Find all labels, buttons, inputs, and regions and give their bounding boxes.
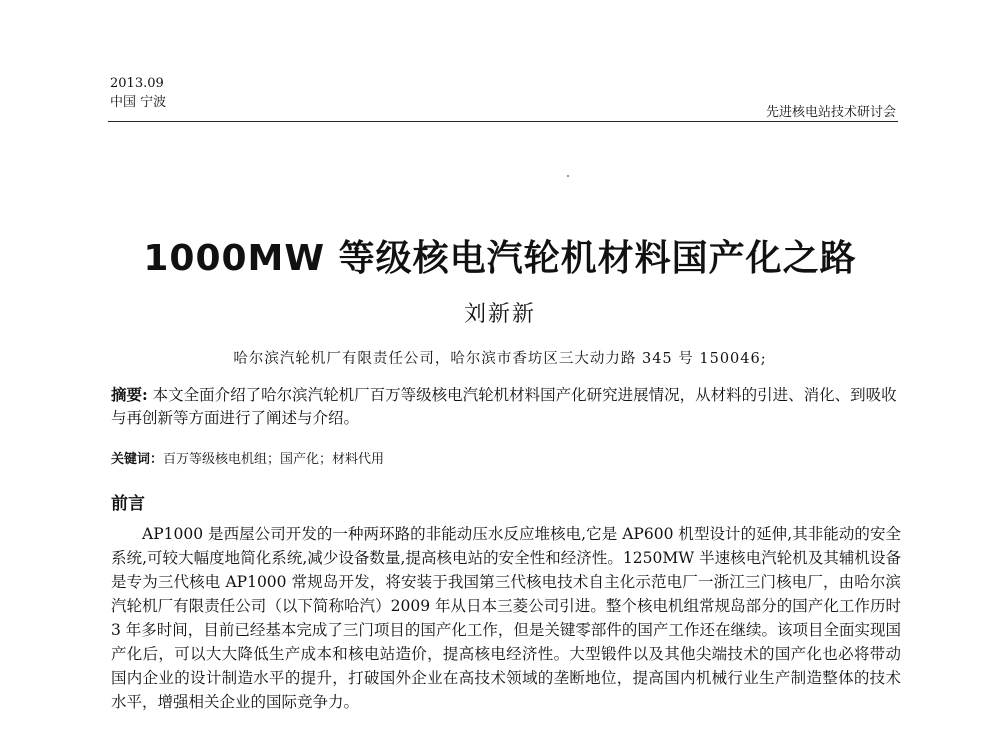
scan-speck — [567, 175, 569, 177]
keywords-text: 百万等级核电机组；国产化；材料代用 — [163, 452, 385, 467]
keywords-label: 关键词： — [111, 452, 164, 467]
keywords — [111, 448, 384, 467]
header-location: 中国 宁波 — [110, 95, 167, 110]
paper-title: 1000MW 等级核电汽轮机材料国产化之路 — [143, 238, 857, 279]
body-paragraph: AP1000 是西屋公司开发的一种两环路的非能动压水反应堆核电,它是 AP600 机型设计的延伸,其非能动的安全系统,可较大幅度地简化系统,减少设备数量,提高核电站的安全性和经济性。1250MW 半速核电汽轮机及其辅机设备是专为三代核电 AP1000 常规岛开发，将安装于我国第三代核电技术自主化示范电厂一浙江三门核电厂，由哈尔滨汽轮机厂有限责任公司（以下简称哈汽）2009 年从日本三菱公司引进。整个核电机组常规岛部分的国产化工作历时 3 年多时间，目前已经基本完成了三门项目的国产化工作，但是关键零部件的国产工作还在继续。该项目全面实现国产化后，可以大大降低生产成本和核电站造价，提高核电经济性。大型锻件以及其他尖端技术的国产化也必将带动国内企业的设计制造水平的提升，打破国外企业在高技术领域的垄断地位，提高国内机械行业生产制造整体的技术水平，增强相关企业的国际竞争力。 — [111, 525, 901, 711]
header-meta — [110, 74, 166, 112]
paper-affiliation: 哈尔滨汽轮机厂有限责任公司，哈尔滨市香坊区三大动力路 345 号 150046; — [233, 351, 767, 367]
section-heading: 前言 — [111, 494, 145, 514]
header-conference: 先进核电站技术研讨会 — [765, 105, 896, 120]
abstract — [111, 383, 901, 430]
header-date: 2013.09 — [110, 76, 164, 91]
paper-author: 刘新新 — [463, 302, 536, 327]
header-divider — [108, 121, 898, 122]
abstract-text: 本文全面介绍了哈尔滨汽轮机厂百万等级核电汽轮机材料国产化研究进展情况，从材料的引进、消化、到吸收与再创新等方面进行了阐述与介绍。 — [111, 386, 897, 427]
abstract-label: 摘要: — [111, 385, 148, 404]
